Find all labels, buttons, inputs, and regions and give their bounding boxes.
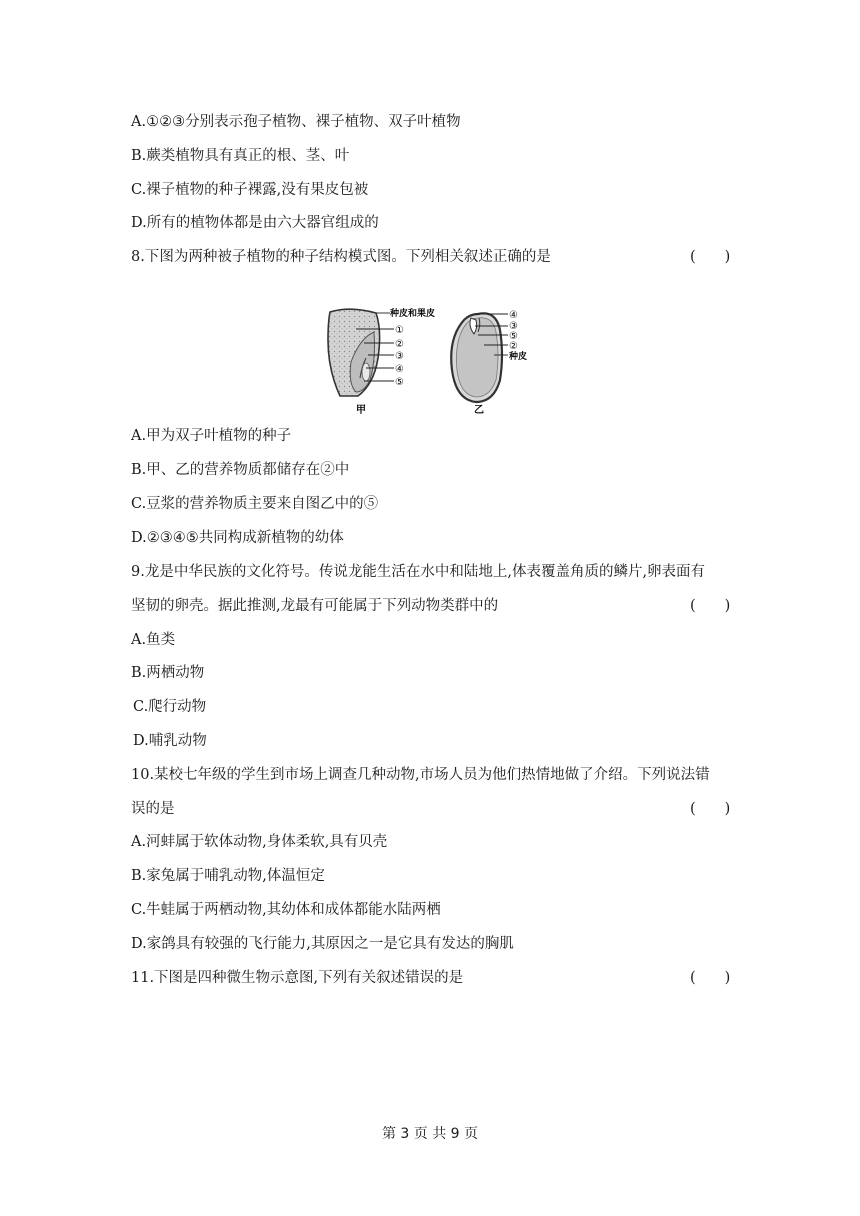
label-yi-3: ③ — [509, 321, 518, 332]
label-jia-2: ② — [395, 339, 404, 350]
q7-option-b: B.蕨类植物具有真正的根、茎、叶 — [131, 148, 350, 164]
label-jia-3: ③ — [395, 351, 404, 362]
caption-yi: 乙 — [474, 405, 484, 416]
q10-stem-line2: 误的是 — [131, 801, 175, 817]
caption-jia: 甲 — [356, 405, 366, 416]
q8-answer-paren: ( ) — [690, 249, 731, 265]
q10-option-c: C.牛蛙属于两栖动物,其幼体和成体都能水陆两栖 — [131, 902, 441, 918]
q8-option-a: A.甲为双子叶植物的种子 — [131, 428, 292, 444]
q7-option-d: D.所有的植物体都是由六大器官组成的 — [131, 215, 379, 231]
q10-option-b: B.家兔属于哺乳动物,体温恒定 — [131, 868, 325, 884]
label-jia-5: ⑤ — [395, 377, 404, 388]
q7-option-a: A.①②③分别表示孢子植物、裸子植物、双子叶植物 — [131, 114, 461, 130]
q10-answer-paren: ( ) — [690, 801, 731, 817]
q11-stem: 11.下图是四种微生物示意图,下列有关叙述错误的是 — [131, 970, 464, 986]
q7-option-c: C.裸子植物的种子裸露,没有果皮包被 — [131, 182, 369, 198]
seed-jia-drawing — [328, 309, 394, 396]
q10-stem-line1: 10.某校七年级的学生到市场上调查几种动物,市场人员为他们热情地做了介绍。下列说法错 — [131, 767, 710, 783]
label-jia-1: ① — [395, 325, 404, 336]
q8-stem: 8.下图为两种被子植物的种子结构模式图。下列相关叙述正确的是 — [131, 249, 551, 265]
q8-option-b: B.甲、乙的营养物质都储存在②中 — [131, 462, 350, 478]
seed-structure-figure — [318, 300, 548, 422]
label-yi-2: ② — [509, 341, 518, 352]
q8-option-c: C.豆浆的营养物质主要来自图乙中的⑤ — [131, 496, 379, 512]
q9-option-c: C.爬行动物 — [133, 699, 207, 715]
label-yi-4: ④ — [509, 310, 518, 321]
label-jia-4: ④ — [395, 364, 404, 375]
q9-option-b: B.两栖动物 — [131, 665, 205, 681]
q11-answer-paren: ( ) — [690, 970, 731, 986]
seed-yi-drawing — [451, 313, 508, 402]
q10-option-d: D.家鸽具有较强的飞行能力,其原因之一是它具有发达的胸肌 — [131, 936, 514, 952]
label-yi-5: ⑤ — [509, 331, 518, 342]
q9-option-d: D.哺乳动物 — [133, 733, 207, 749]
q10-option-a: A.河蚌属于软体动物,身体柔软,具有贝壳 — [131, 834, 388, 850]
q9-stem-line1: 9.龙是中华民族的文化符号。传说龙能生活在水中和陆地上,体表覆盖角质的鳞片,卵表面有 — [131, 564, 706, 580]
q9-answer-paren: ( ) — [690, 598, 731, 614]
q9-option-a: A.鱼类 — [131, 632, 176, 648]
q8-option-d: D.②③④⑤共同构成新植物的幼体 — [131, 530, 344, 546]
label-seed-coat-pericarp: 种皮和果皮 — [390, 309, 436, 319]
page-number-footer: 第 3 页 共 9 页 — [381, 1126, 479, 1142]
label-yi-seed-coat: 种皮 — [509, 352, 528, 362]
q9-stem-line2: 坚韧的卵壳。据此推测,龙最有可能属于下列动物类群中的 — [131, 598, 499, 614]
